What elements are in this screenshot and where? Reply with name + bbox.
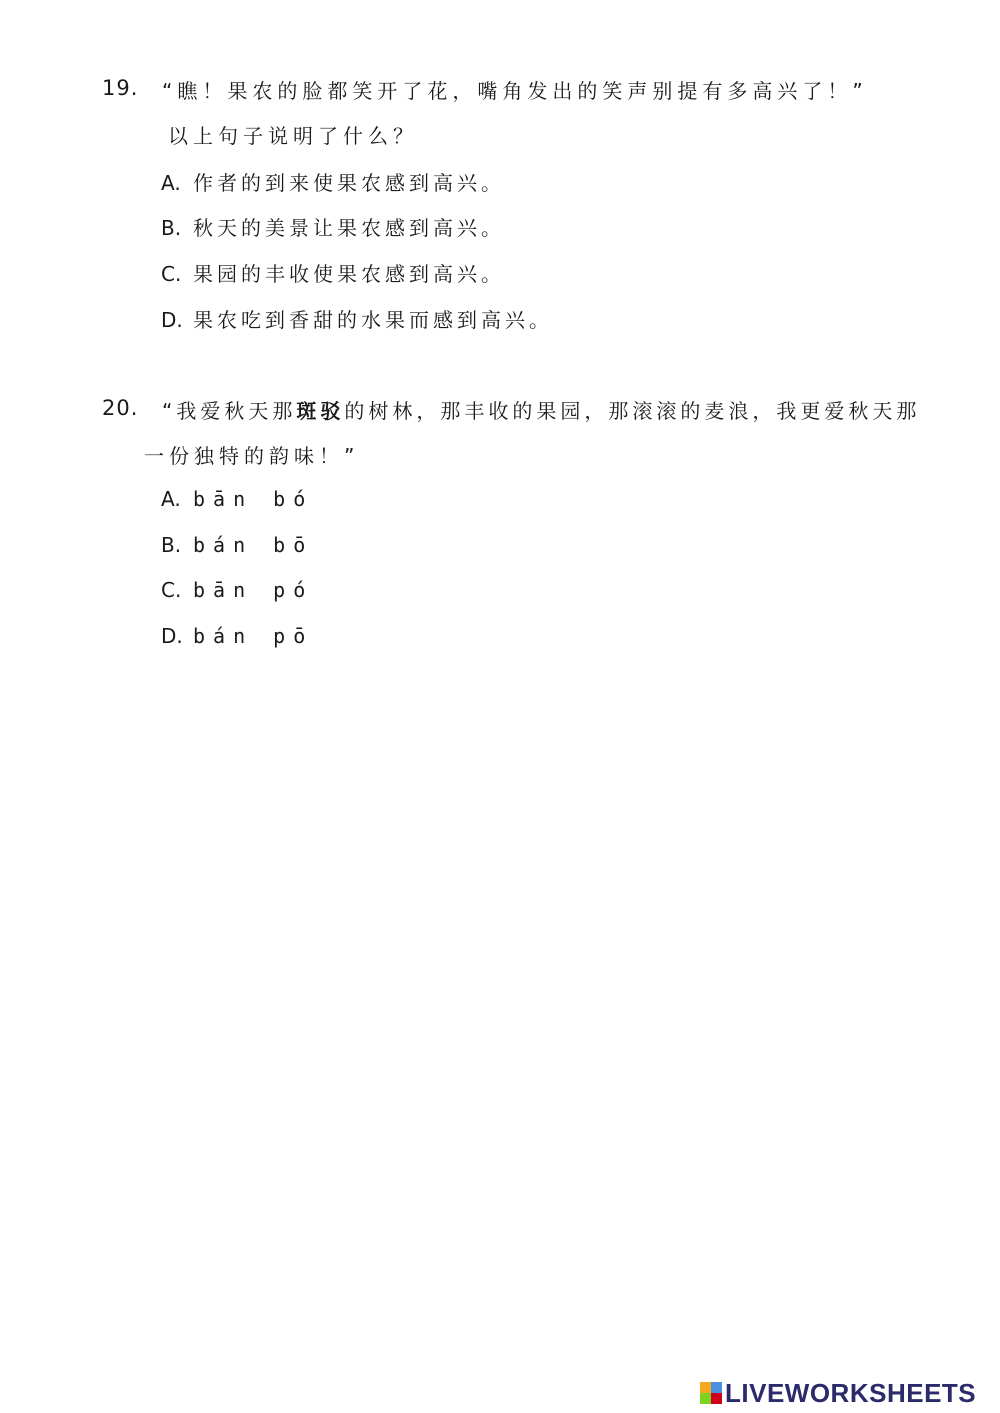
option-text: bán bō	[193, 533, 314, 557]
option-a[interactable]	[161, 167, 505, 196]
question-stem	[162, 395, 920, 424]
option-text: bān pó	[193, 578, 314, 602]
option-text: bán pō	[193, 624, 314, 648]
option-label: D.	[161, 624, 183, 648]
highlighted-word: 斑驳	[296, 399, 345, 423]
question-number: 19.	[102, 76, 139, 100]
question-prompt: 以上句子说明了什么？	[168, 124, 418, 148]
option-text: 果农吃到香甜的水果而感到高兴。	[193, 308, 553, 332]
option-label: D.	[161, 308, 183, 332]
question-stem-continued: 一份独特的韵味！”	[144, 444, 360, 468]
option-label: A.	[161, 171, 181, 195]
option-label: A.	[161, 487, 181, 511]
option-a[interactable]	[161, 487, 313, 511]
option-text: 作者的到来使果农感到高兴。	[193, 171, 505, 195]
option-text: 果园的丰收使果农感到高兴。	[193, 262, 505, 286]
option-text: bān bó	[193, 487, 314, 511]
option-label: B.	[161, 216, 182, 240]
question-stem: “瞧！果农的脸都笑开了花，嘴角发出的笑声别提有多高兴了！”	[162, 79, 868, 103]
logo-icon	[700, 1382, 722, 1404]
liveworksheets-logo	[700, 1378, 976, 1408]
stem-text: “我爱秋天那	[162, 399, 297, 423]
option-c[interactable]	[161, 578, 313, 602]
logo-text: LIVEWORKSHEETS	[725, 1377, 977, 1408]
option-text: 秋天的美景让果农感到高兴。	[193, 216, 505, 240]
stem-text: 的树林，那丰收的果园，那滚滚的麦浪，我更爱秋天那	[344, 399, 921, 423]
option-label: C.	[161, 262, 182, 286]
option-b[interactable]	[161, 533, 313, 557]
option-d[interactable]	[161, 624, 313, 648]
option-label: B.	[161, 533, 182, 557]
question-number: 20.	[102, 396, 139, 420]
option-b[interactable]	[161, 212, 505, 241]
option-c[interactable]	[161, 258, 505, 287]
option-d[interactable]	[161, 304, 553, 333]
option-label: C.	[161, 578, 182, 602]
